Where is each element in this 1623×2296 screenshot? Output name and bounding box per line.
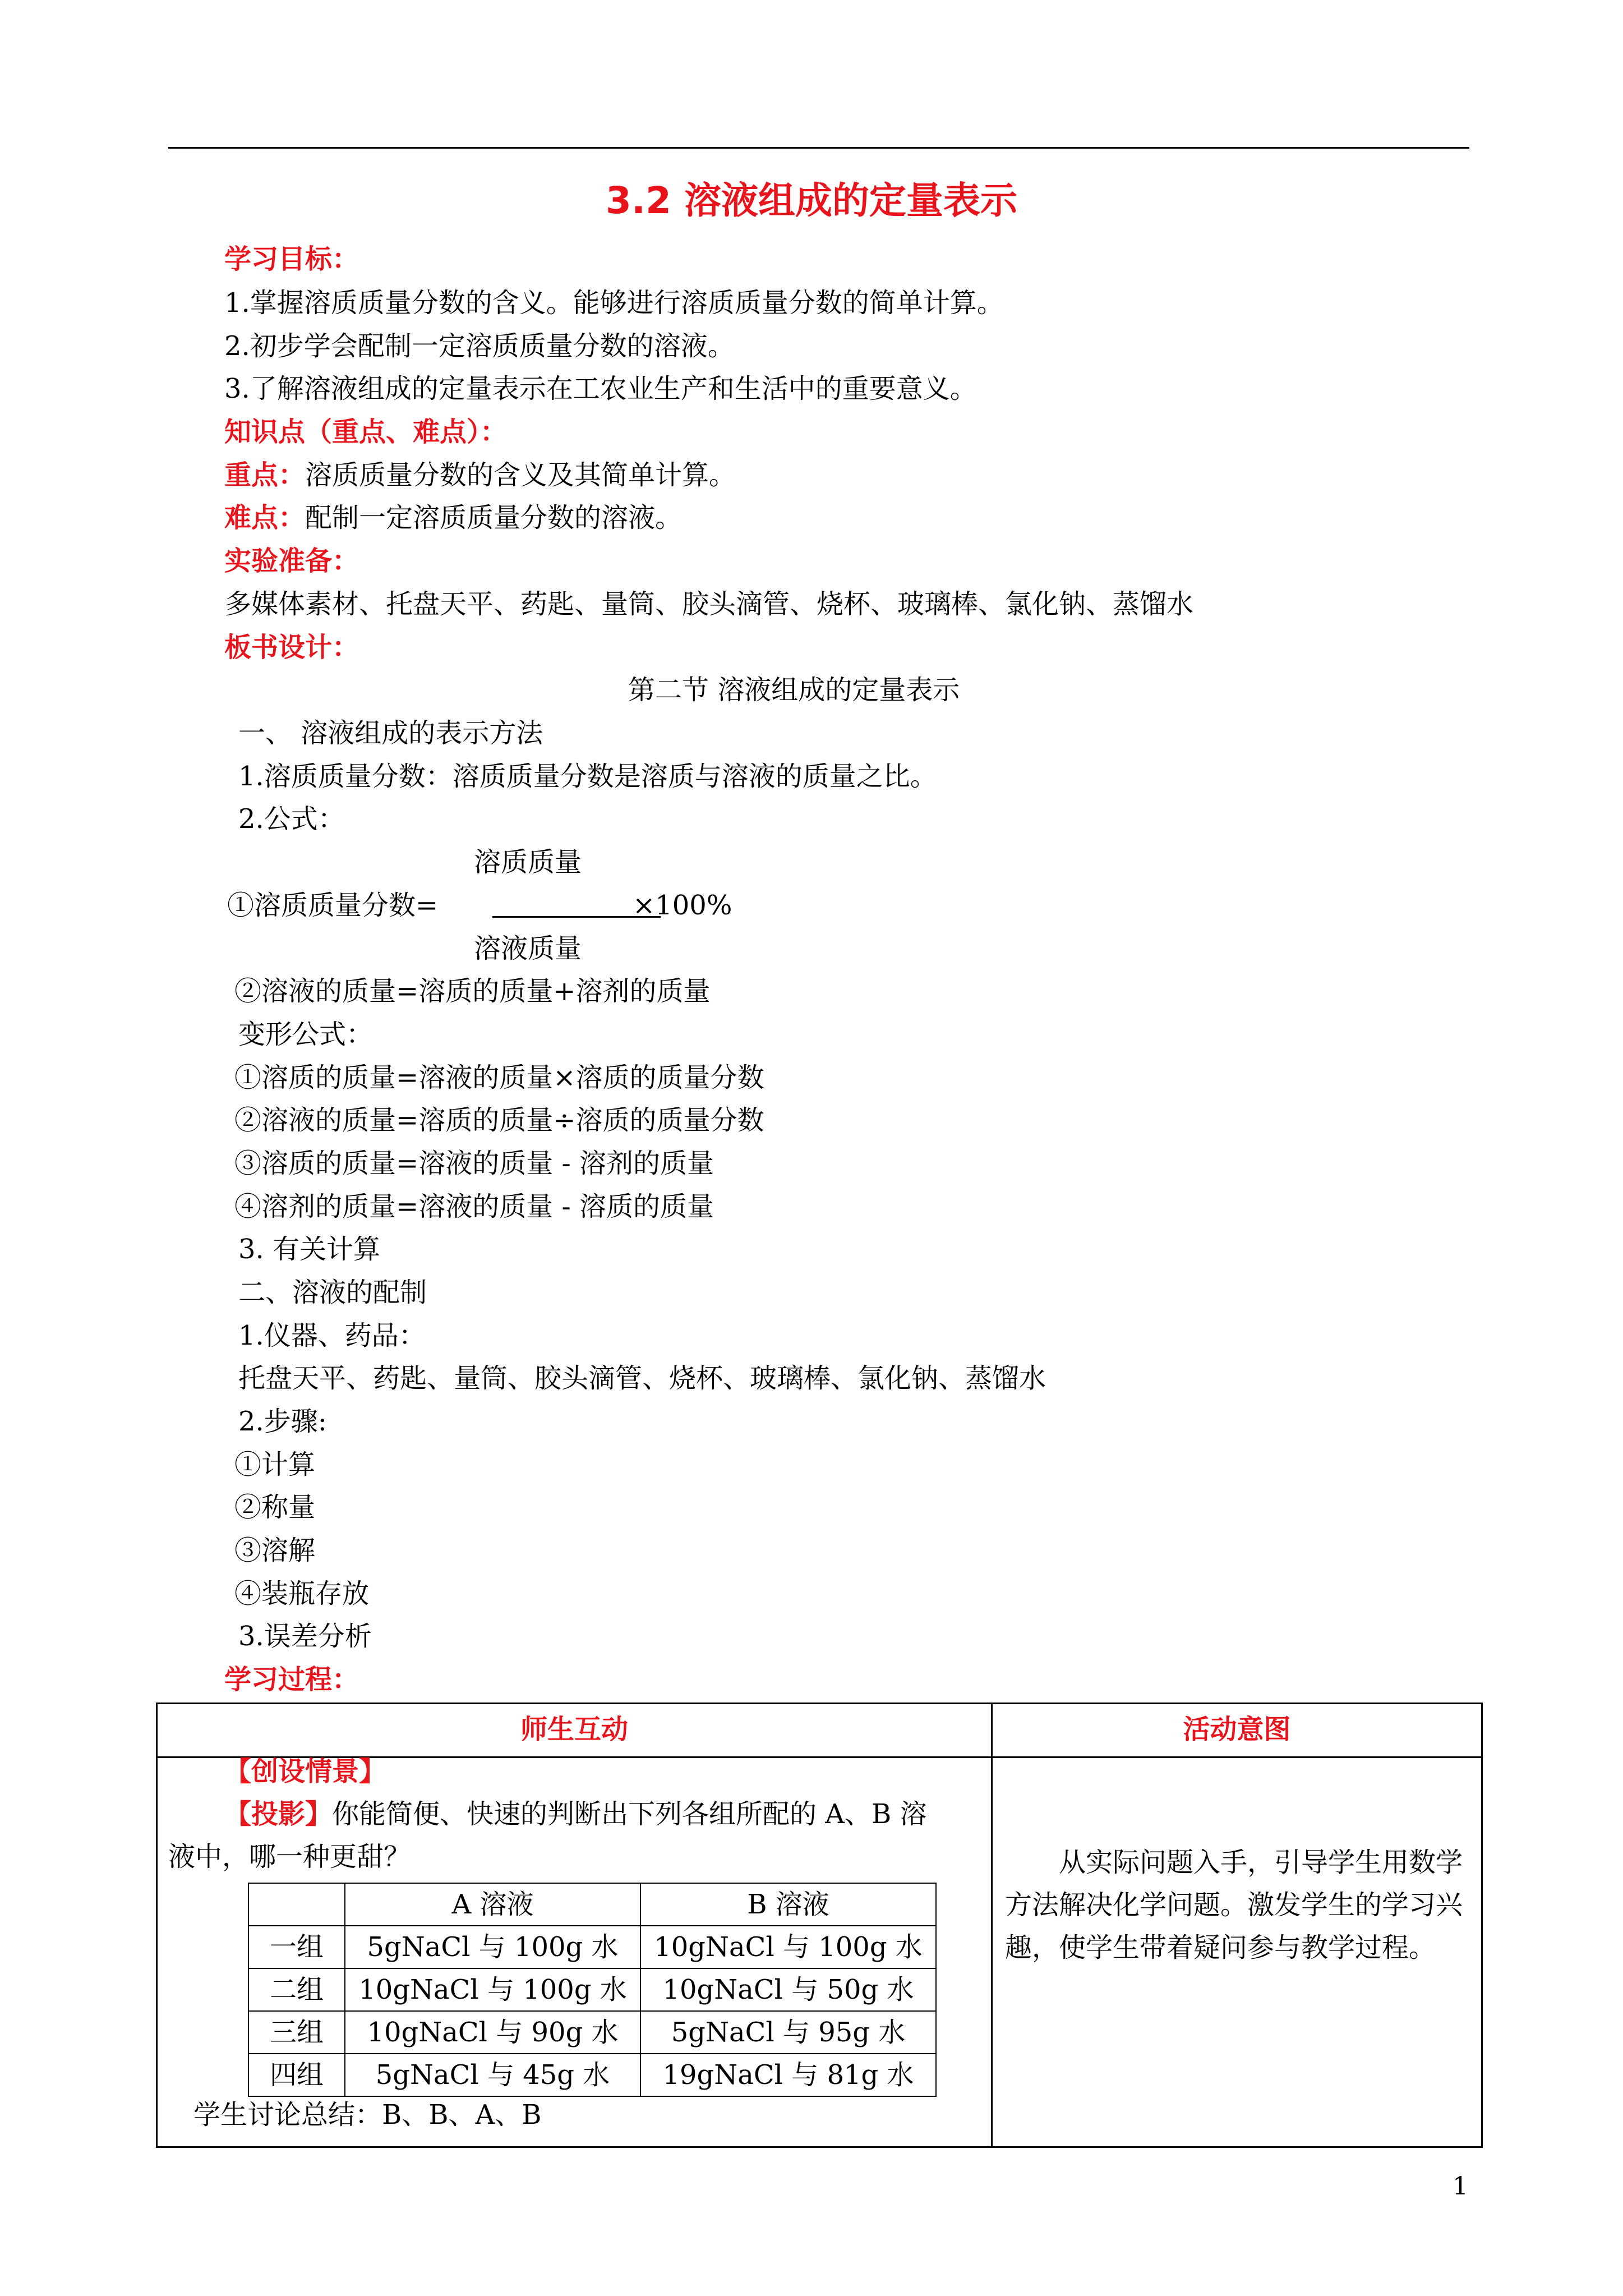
table-cell: 二组	[248, 1968, 345, 2011]
scenario-label: 【创设情景】	[224, 1756, 386, 1787]
key-point-label: 重点：	[224, 459, 306, 491]
instruments-text: 托盘天平、药匙、量筒、胶头滴管、烧杯、玻璃棒、氯化钠、蒸馏水	[238, 1363, 1046, 1394]
table-cell: 一组	[248, 1926, 345, 1968]
activity-intent: 从实际问题入手，引导学生用数学方法解决化学问题。激发学生的学习兴趣，使学生带着疑问参与教学过程。	[1005, 1847, 1463, 1963]
table-divider	[991, 1704, 993, 2146]
variant-3: ③溶质的质量=溶液的质量 - 溶剂的质量	[234, 1148, 714, 1179]
projection-line1	[224, 1797, 926, 1831]
key-point-text: 溶质质量分数的含义及其简单计算。	[305, 459, 736, 491]
projection-label: 【投影】	[224, 1798, 333, 1830]
col-header-intent: 活动意图	[1183, 1714, 1291, 1745]
variant-2: ②溶液的质量=溶质的质量÷溶质的质量分数	[234, 1105, 764, 1136]
discussion-summary: 学生讨论总结：B、B、A、B	[193, 2099, 542, 2131]
table-cell: 四组	[248, 2054, 345, 2096]
formula-label: 2.公式：	[238, 803, 345, 835]
board-part2: 二、溶液的配制	[238, 1277, 427, 1308]
projection-line2: 液中，哪一种更甜？	[168, 1841, 411, 1872]
table-row	[248, 2054, 936, 2096]
variant-label: 变形公式：	[238, 1019, 374, 1050]
process-heading: 学习过程：	[224, 1664, 359, 1695]
formula-denominator: 溶液质量	[474, 933, 582, 964]
page-title: 3.2 溶液组成的定量表示	[606, 179, 1017, 222]
col-header-interaction: 师生互动	[520, 1714, 628, 1745]
knowledge-heading: 知识点（重点、难点）：	[224, 416, 508, 448]
board-section-title: 第二节 溶液组成的定量表示	[628, 674, 960, 706]
instruments-label: 1.仪器、药品：	[238, 1320, 426, 1351]
table-row	[248, 1883, 936, 1926]
objectives-heading: 学习目标：	[224, 243, 359, 275]
table-row	[248, 2011, 936, 2054]
board-part1: 一、 溶液组成的表示方法	[238, 717, 543, 749]
formula-times: ×100%	[633, 890, 732, 921]
table-cell: 三组	[248, 2011, 345, 2054]
variant-4: ④溶剂的质量=溶液的质量 - 溶质的质量	[234, 1191, 714, 1222]
error-analysis: 3.误差分析	[238, 1621, 372, 1652]
formula-2: ②溶液的质量=溶质的质量+溶剂的质量	[234, 976, 711, 1007]
table-cell: 5gNaCl 与 100g 水	[345, 1926, 640, 1968]
page-number: 1	[1453, 2172, 1468, 2201]
variant-1: ①溶质的质量=溶液的质量×溶质的质量分数	[234, 1062, 764, 1093]
difficult-point-label: 难点：	[224, 502, 306, 533]
board-definition: 1.溶质质量分数：溶质质量分数是溶质与溶液的质量之比。	[238, 761, 937, 792]
prep-text: 多媒体素材、托盘天平、药匙、量筒、胶头滴管、烧杯、玻璃棒、氯化钠、蒸馏水	[224, 588, 1194, 620]
table-cell: 10gNaCl 与 90g 水	[345, 2011, 640, 2054]
header-rule	[168, 147, 1469, 149]
objective-1: 1.掌握溶质质量分数的含义。能够进行溶质质量分数的简单计算。	[224, 287, 1004, 319]
objective-3: 3.了解溶液组成的定量表示在工农业生产和生活中的重要意义。	[224, 373, 977, 404]
steps-label: 2.步骤:	[238, 1406, 327, 1437]
table-cell: 19gNaCl 与 81g 水	[640, 2054, 936, 2096]
key-point	[224, 458, 736, 492]
table-cell: 10gNaCl 与 100g 水	[640, 1926, 936, 1968]
table-header-a: A 溶液	[345, 1883, 640, 1926]
difficult-point-text: 配制一定溶质质量分数的溶液。	[305, 502, 683, 533]
step-2: ②称量	[234, 1492, 316, 1523]
step-3: ③溶解	[234, 1535, 316, 1566]
difficult-point	[224, 501, 682, 535]
formula-numerator: 溶质质量	[474, 846, 582, 878]
table-row	[248, 1926, 936, 1968]
table-header-b: B 溶液	[640, 1883, 936, 1926]
formula-left: ①溶质质量分数=	[227, 890, 439, 921]
calc-item: 3. 有关计算	[238, 1234, 381, 1265]
table-cell: 5gNaCl 与 45g 水	[345, 2054, 640, 2096]
table-row	[248, 1968, 936, 2011]
step-1: ①计算	[234, 1449, 316, 1480]
step-4: ④装瓶存放	[234, 1578, 370, 1609]
board-heading: 板书设计：	[224, 632, 359, 663]
projection-text: 你能简便、快速的判断出下列各组所配的 A、B 溶	[332, 1798, 927, 1830]
table-cell	[248, 1883, 345, 1926]
table-cell: 10gNaCl 与 100g 水	[345, 1968, 640, 2011]
table-cell: 5gNaCl 与 95g 水	[640, 2011, 936, 2054]
sweetness-table	[248, 1883, 937, 2097]
objective-2: 2.初步学会配制一定溶质质量分数的溶液。	[224, 330, 735, 362]
prep-heading: 实验准备：	[224, 545, 359, 577]
table-cell: 10gNaCl 与 50g 水	[640, 1968, 936, 2011]
